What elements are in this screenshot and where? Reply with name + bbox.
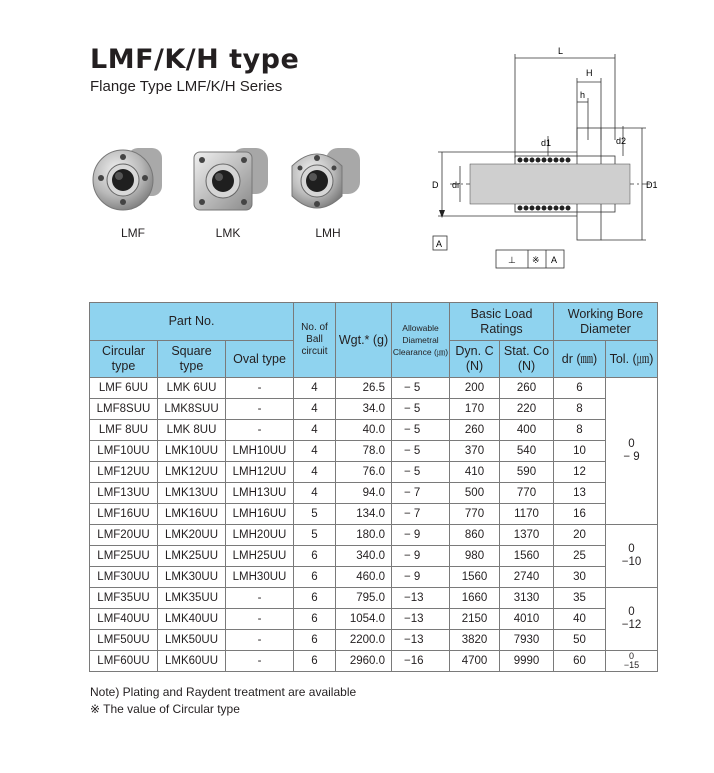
cell-square: LMK10UU — [158, 441, 226, 462]
cell-oval: - — [226, 378, 294, 399]
cell-square: LMK12UU — [158, 462, 226, 483]
cell-weight: 34.0 — [336, 399, 392, 420]
cell-oval: LMH30UU — [226, 567, 294, 588]
cell-dr: 16 — [554, 504, 606, 525]
cell-circular: LMF30UU — [90, 567, 158, 588]
cell-circular: LMF35UU — [90, 588, 158, 609]
dim-h: h — [580, 90, 586, 100]
cell-square: LMK50UU — [158, 630, 226, 651]
cell-square: LMK8SUU — [158, 399, 226, 420]
cell-oval: - — [226, 651, 294, 672]
lmk-bearing-image — [188, 138, 274, 218]
cell-circular: LMF12UU — [90, 462, 158, 483]
header-clearance: Allowable Diametral Clearance (㎛) — [392, 303, 450, 378]
cell-weight: 180.0 — [336, 525, 392, 546]
header-oval: Oval type — [226, 341, 294, 378]
note-circular-type: ※ The value of Circular type — [90, 702, 240, 716]
table-row — [90, 378, 658, 399]
cell-stat: 2740 — [500, 567, 554, 588]
cell-stat: 4010 — [500, 609, 554, 630]
cell-square: LMK13UU — [158, 483, 226, 504]
table-row — [90, 504, 658, 525]
table-row — [90, 609, 658, 630]
cell-dr: 50 — [554, 630, 606, 651]
cell-weight: 2960.0 — [336, 651, 392, 672]
cell-dyn: 4700 — [450, 651, 500, 672]
cell-dyn: 980 — [450, 546, 500, 567]
header-wgt: Wgt.* (g) — [336, 303, 392, 378]
cell-square: LMK35UU — [158, 588, 226, 609]
cell-balls: 4 — [294, 420, 336, 441]
cell-dyn: 770 — [450, 504, 500, 525]
dim-d2: d2 — [616, 136, 627, 146]
cell-weight: 94.0 — [336, 483, 392, 504]
cell-oval: - — [226, 420, 294, 441]
cell-circular: LMF8SUU — [90, 399, 158, 420]
cell-balls: 4 — [294, 399, 336, 420]
cell-stat: 260 — [500, 378, 554, 399]
cell-weight: 78.0 — [336, 441, 392, 462]
dim-d1: d1 — [541, 138, 552, 148]
spec-table-body — [90, 378, 658, 672]
table-row — [90, 483, 658, 504]
cell-stat: 1560 — [500, 546, 554, 567]
header-dr: dr (㎜) — [554, 341, 606, 378]
table-row — [90, 399, 658, 420]
cell-square: LMK 8UU — [158, 420, 226, 441]
cell-dr: 35 — [554, 588, 606, 609]
dim-D: D — [432, 180, 439, 190]
cell-circular: LMF20UU — [90, 525, 158, 546]
cell-clearance: −16 — [392, 651, 450, 672]
cell-dyn: 1660 — [450, 588, 500, 609]
table-row — [90, 462, 658, 483]
cell-stat: 590 — [500, 462, 554, 483]
cell-circular: LMF50UU — [90, 630, 158, 651]
cell-clearance: − 7 — [392, 483, 450, 504]
cell-oval: - — [226, 399, 294, 420]
cell-dyn: 370 — [450, 441, 500, 462]
tolerance-lower: −10 — [621, 556, 642, 568]
cell-oval: LMH20UU — [226, 525, 294, 546]
lmh-caption: LMH — [315, 226, 341, 240]
cell-weight: 134.0 — [336, 504, 392, 525]
cell-balls: 4 — [294, 441, 336, 462]
cell-circular: LMF13UU — [90, 483, 158, 504]
cell-clearance: −13 — [392, 609, 450, 630]
cell-dyn: 860 — [450, 525, 500, 546]
cell-clearance: − 5 — [392, 399, 450, 420]
cell-clearance: − 9 — [392, 567, 450, 588]
cell-square: LMK 6UU — [158, 378, 226, 399]
cell-balls: 6 — [294, 609, 336, 630]
cell-dr: 8 — [554, 420, 606, 441]
cell-dr: 20 — [554, 525, 606, 546]
cell-balls: 6 — [294, 546, 336, 567]
cell-balls: 6 — [294, 630, 336, 651]
cell-stat: 1170 — [500, 504, 554, 525]
spec-table — [89, 302, 658, 672]
cell-stat: 1370 — [500, 525, 554, 546]
cell-oval: - — [226, 630, 294, 651]
cell-balls: 6 — [294, 651, 336, 672]
cell-balls: 5 — [294, 525, 336, 546]
cell-clearance: −13 — [392, 588, 450, 609]
cell-dr: 25 — [554, 546, 606, 567]
cell-balls: 6 — [294, 588, 336, 609]
table-row — [90, 546, 658, 567]
cell-circular: LMF 6UU — [90, 378, 158, 399]
note-plating: Note) Plating and Raydent treatment are available — [90, 685, 357, 699]
cell-dyn: 3820 — [450, 630, 500, 651]
cell-dyn: 2150 — [450, 609, 500, 630]
header-part-no: Part No. — [90, 303, 294, 341]
header-tol: Tol. (㎛) — [606, 341, 658, 378]
cell-circular: LMF16UU — [90, 504, 158, 525]
header-dyn: Dyn. C (N) — [450, 341, 500, 378]
cell-tolerance — [606, 378, 658, 525]
datum-a-label: A — [436, 239, 443, 249]
cell-balls: 4 — [294, 378, 336, 399]
cell-clearance: − 5 — [392, 462, 450, 483]
cell-dyn: 410 — [450, 462, 500, 483]
cell-tolerance — [606, 525, 658, 588]
cell-clearance: − 9 — [392, 546, 450, 567]
cell-dyn: 200 — [450, 378, 500, 399]
header-load: Basic Load Ratings — [450, 303, 554, 341]
cell-tolerance — [606, 588, 658, 651]
cell-dyn: 500 — [450, 483, 500, 504]
cell-square: LMK25UU — [158, 546, 226, 567]
cell-clearance: − 5 — [392, 420, 450, 441]
header-bore: Working Bore Diameter — [554, 303, 658, 341]
lmh-bearing-image — [282, 138, 368, 218]
cell-dyn: 260 — [450, 420, 500, 441]
cell-balls: 4 — [294, 462, 336, 483]
cell-weight: 76.0 — [336, 462, 392, 483]
dim-L: L — [558, 46, 564, 56]
cell-oval: LMH10UU — [226, 441, 294, 462]
cell-square: LMK20UU — [158, 525, 226, 546]
perpendicularity-symbol: ⊥ — [508, 255, 516, 265]
tolerance-upper: 0 — [628, 543, 635, 555]
cell-square: LMK40UU — [158, 609, 226, 630]
cell-tolerance — [606, 651, 658, 672]
cell-stat: 220 — [500, 399, 554, 420]
cell-square: LMK30UU — [158, 567, 226, 588]
cell-stat: 3130 — [500, 588, 554, 609]
table-row — [90, 588, 658, 609]
tolerance-lower: −15 — [623, 660, 640, 670]
cell-circular: LMF60UU — [90, 651, 158, 672]
cell-weight: 26.5 — [336, 378, 392, 399]
cell-weight: 460.0 — [336, 567, 392, 588]
cell-stat: 540 — [500, 441, 554, 462]
cell-oval: LMH16UU — [226, 504, 294, 525]
cell-stat: 7930 — [500, 630, 554, 651]
cell-oval: LMH13UU — [226, 483, 294, 504]
table-row — [90, 651, 658, 672]
dimension-drawing — [420, 40, 660, 276]
cell-weight: 340.0 — [336, 546, 392, 567]
table-row — [90, 525, 658, 546]
cell-square: LMK60UU — [158, 651, 226, 672]
tolerance-upper: 0 — [628, 651, 634, 661]
page-subtitle: Flange Type LMF/K/H Series — [90, 78, 283, 95]
notes — [90, 684, 356, 718]
cell-dyn: 170 — [450, 399, 500, 420]
cell-stat: 770 — [500, 483, 554, 504]
cell-circular: LMF 8UU — [90, 420, 158, 441]
cell-oval: LMH12UU — [226, 462, 294, 483]
lmf-caption: LMF — [121, 226, 145, 240]
cell-dr: 13 — [554, 483, 606, 504]
cell-square: LMK16UU — [158, 504, 226, 525]
cell-clearance: − 5 — [392, 378, 450, 399]
dim-H: H — [586, 68, 593, 78]
cell-dr: 12 — [554, 462, 606, 483]
cell-circular: LMF10UU — [90, 441, 158, 462]
lmf-bearing-image — [88, 138, 168, 218]
cell-dr: 6 — [554, 378, 606, 399]
cell-dr: 60 — [554, 651, 606, 672]
cell-weight: 40.0 — [336, 420, 392, 441]
cell-balls: 5 — [294, 504, 336, 525]
tolerance-lower: −12 — [621, 619, 642, 631]
header-balls: No. of Ball circuit — [294, 303, 336, 378]
cell-oval: LMH25UU — [226, 546, 294, 567]
table-row — [90, 420, 658, 441]
cell-dr: 40 — [554, 609, 606, 630]
header-stat: Stat. Co (N) — [500, 341, 554, 378]
header-circular: Circular type — [90, 341, 158, 378]
tolerance-upper: 0 — [628, 438, 635, 450]
dim-dr: dr — [452, 180, 461, 190]
dim-D1: D1 — [646, 180, 658, 190]
cell-balls: 4 — [294, 483, 336, 504]
cell-oval: - — [226, 588, 294, 609]
note-mark-symbol: ※ — [532, 255, 540, 265]
cell-balls: 6 — [294, 567, 336, 588]
cell-dr: 10 — [554, 441, 606, 462]
cell-stat: 400 — [500, 420, 554, 441]
table-row — [90, 441, 658, 462]
table-row — [90, 630, 658, 651]
cell-dr: 8 — [554, 399, 606, 420]
cell-oval: - — [226, 609, 294, 630]
cell-weight: 795.0 — [336, 588, 392, 609]
cell-clearance: − 7 — [392, 504, 450, 525]
cell-weight: 1054.0 — [336, 609, 392, 630]
datum-ref-label: A — [551, 255, 558, 265]
page-title: LMF/K/H type — [90, 44, 300, 75]
cell-clearance: − 9 — [392, 525, 450, 546]
cell-stat: 9990 — [500, 651, 554, 672]
cell-dr: 30 — [554, 567, 606, 588]
table-row — [90, 567, 658, 588]
cell-clearance: − 5 — [392, 441, 450, 462]
tolerance-lower: − 9 — [623, 451, 640, 463]
cell-dyn: 1560 — [450, 567, 500, 588]
cell-clearance: −13 — [392, 630, 450, 651]
tolerance-upper: 0 — [628, 606, 635, 618]
header-square: Square type — [158, 341, 226, 378]
lmk-caption: LMK — [215, 226, 241, 240]
cell-circular: LMF40UU — [90, 609, 158, 630]
cell-circular: LMF25UU — [90, 546, 158, 567]
cell-weight: 2200.0 — [336, 630, 392, 651]
